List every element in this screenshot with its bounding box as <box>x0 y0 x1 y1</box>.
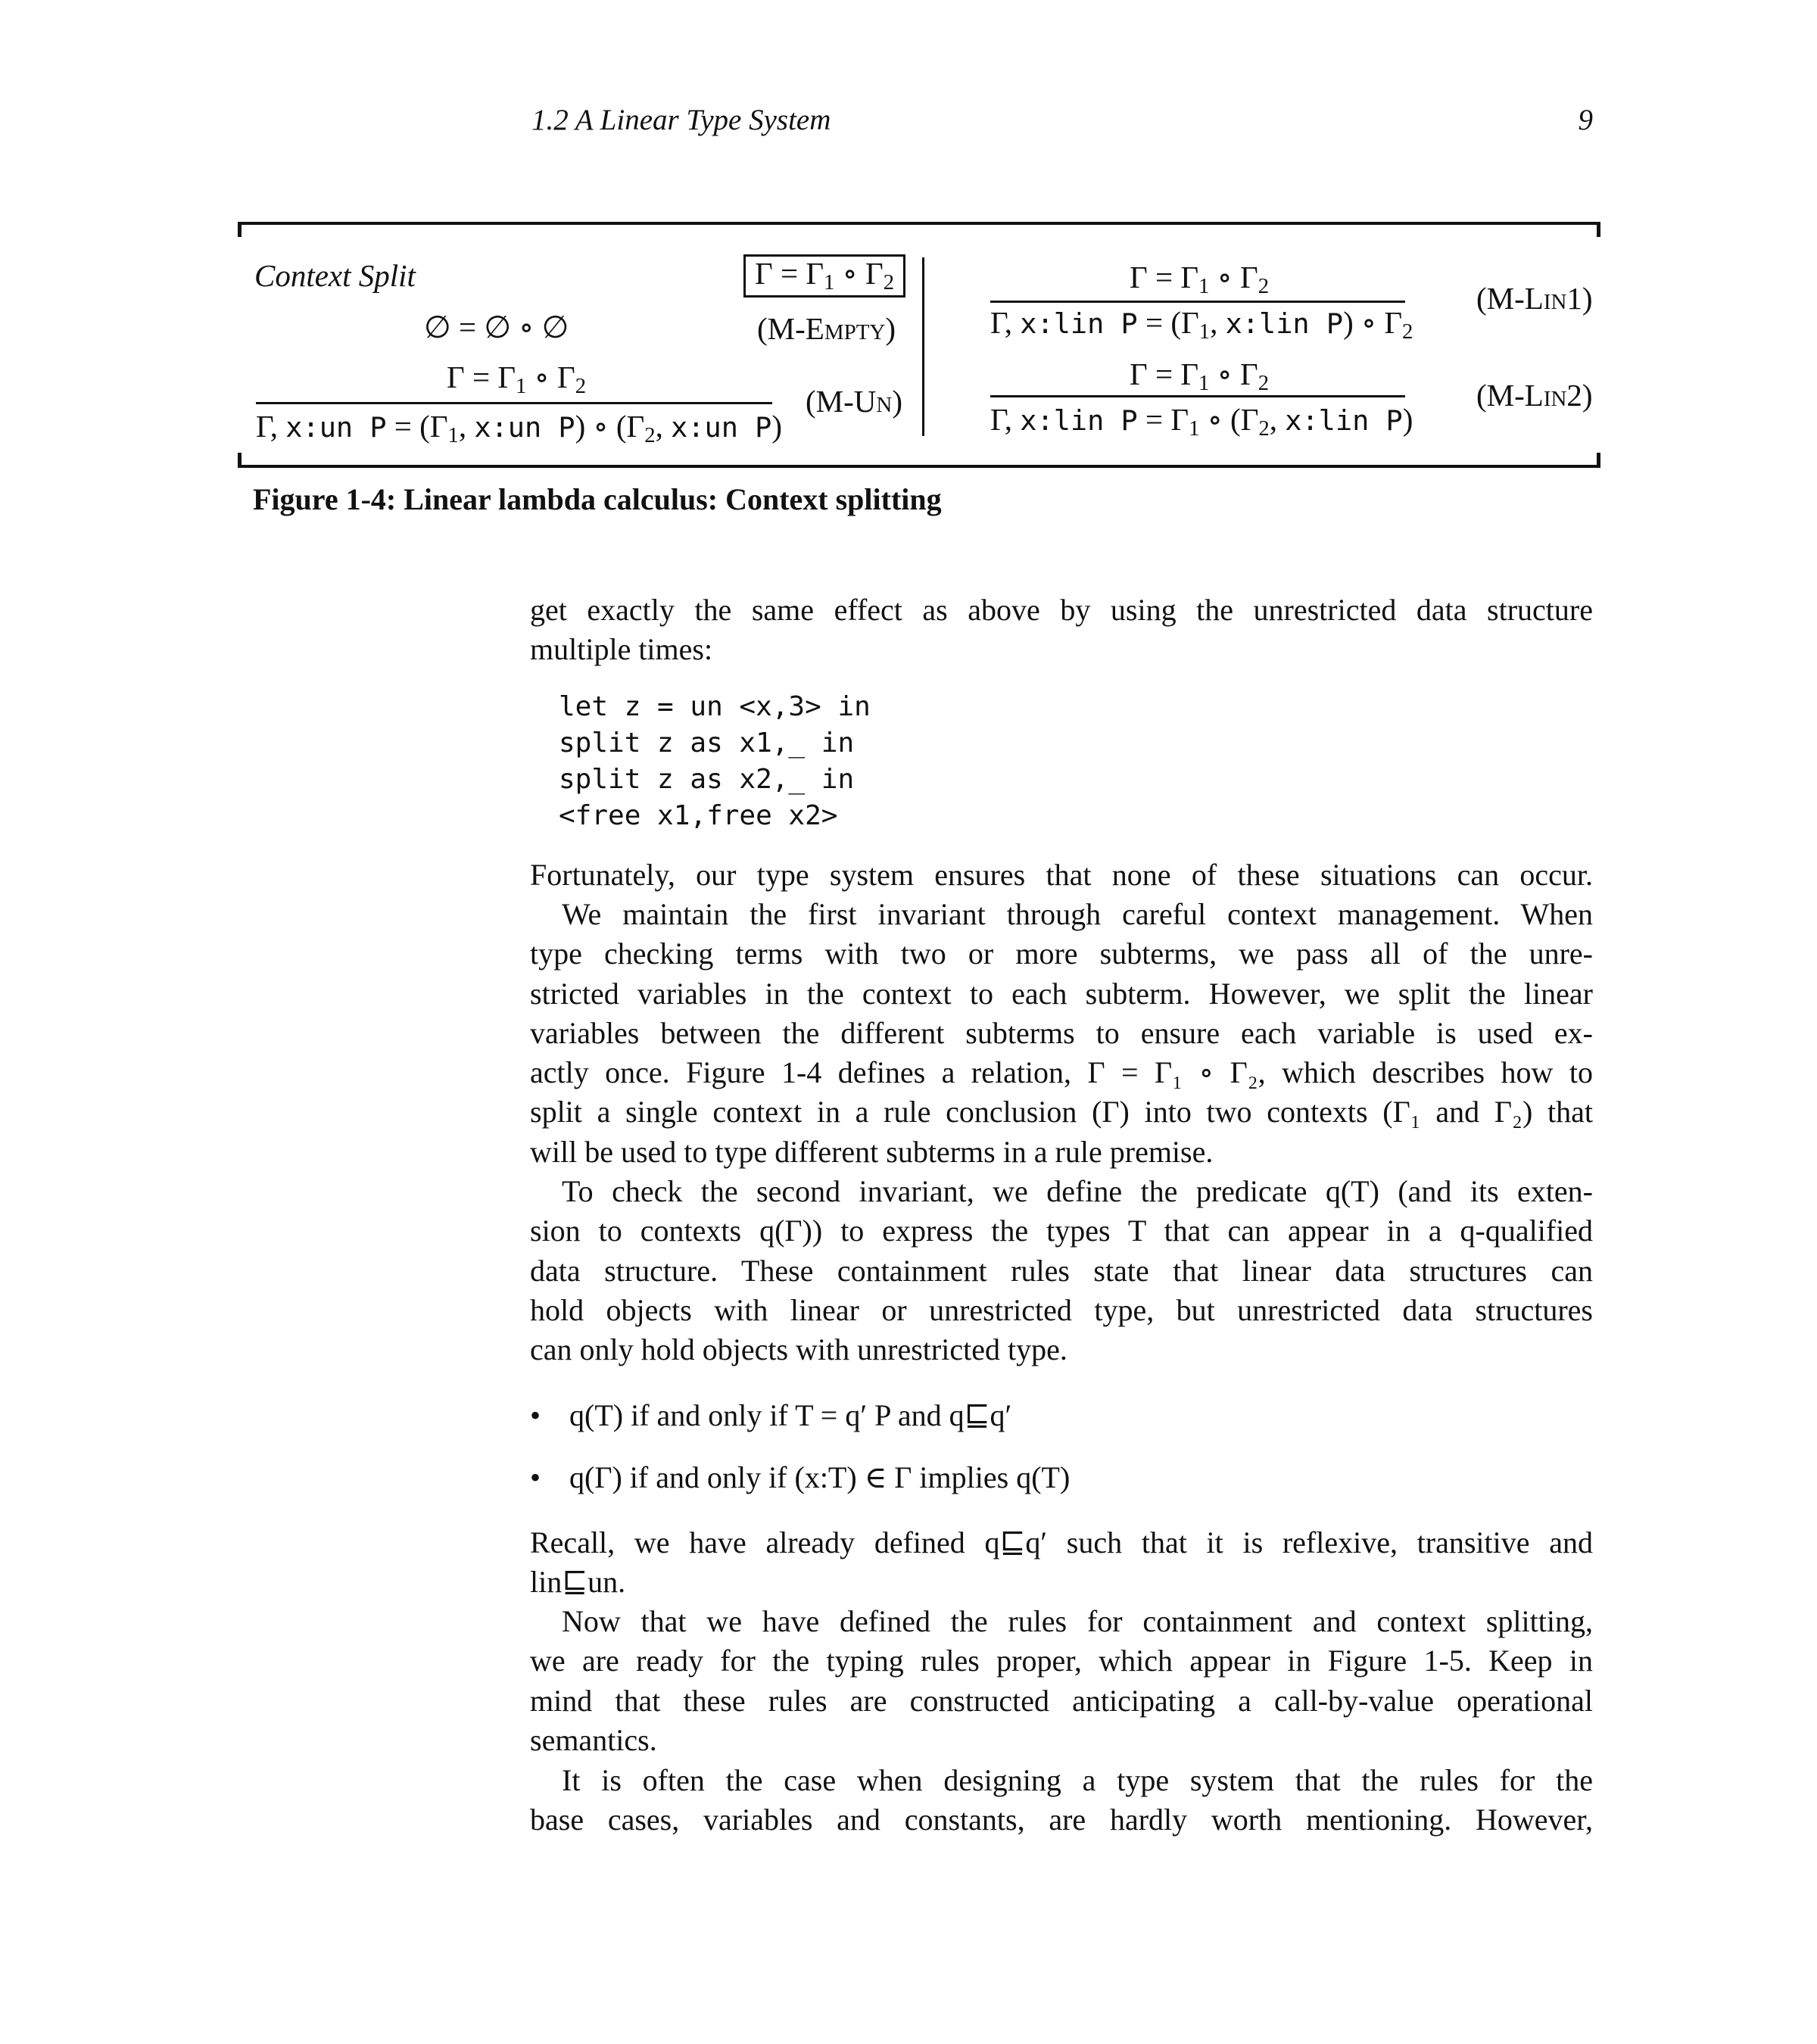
rule-m-lin1-name: (M-Lin1) <box>1476 281 1593 316</box>
page-number: 9 <box>1578 104 1593 136</box>
rule-m-un-bar <box>256 402 772 404</box>
text-line: split a single context in a rule conclusion (Γ) into two contexts (Γ₁ and Γ₂) that <box>530 1095 1593 1129</box>
text-line: multiple times: <box>530 632 713 667</box>
text-line: stricted variables in the context to each subterm. However, we split the linear <box>530 976 1593 1011</box>
code-block <box>559 689 871 834</box>
text-line: hold objects with linear or unrestricted type, but unrestricted data structures <box>530 1292 1593 1327</box>
paragraph-7 <box>530 1761 1593 1840</box>
rule-m-lin2-conclusion: Γ, x:lin $P = \Gamma_1$ ∘ ($\Gamma_2$, x:lin P) <box>990 402 1413 441</box>
rule-m-lin1-premise: $\Gamma = \Gamma_1$ ∘ $\Gamma_2$ <box>1130 260 1270 299</box>
bullet-text: q(Γ) if and only if (x:T) ∈ Γ implies q(T) <box>569 1460 1071 1494</box>
paragraph-6 <box>530 1602 1593 1760</box>
running-header-section: 1.2 A Linear Type System <box>531 104 831 136</box>
code-line: <free x1,free x2> <box>559 800 838 831</box>
text-line: will be used to type different subterms in a rule premise. <box>530 1134 1214 1169</box>
rule-m-lin1-bar <box>990 301 1405 303</box>
figure-bottom-rule <box>238 465 1600 468</box>
rule-m-empty-name: (M-Empty) <box>757 311 896 346</box>
code-line: split z as x1,_ in <box>559 728 855 759</box>
text-line: data structure. These containment rules state that linear data structures can <box>530 1253 1593 1288</box>
text-line: variables between the different subterms to ensure each variable is used ex- <box>530 1015 1593 1050</box>
text-line: semantics. <box>530 1722 657 1757</box>
figure-bottom-right-tick <box>1597 453 1600 468</box>
text-line: Now that we have defined the rules for containment and context splitting, <box>562 1604 1593 1638</box>
text-line: actly once. Figure 1-4 defines a relation, Γ = Γ₁ ∘ Γ₂, which describes how to <box>530 1055 1593 1090</box>
code-line: let z = un <x,3> in <box>559 691 871 722</box>
figure-column-separator <box>922 257 924 436</box>
rule-m-lin2-name: (M-Lin2) <box>1476 378 1593 413</box>
figure-caption: Figure 1-4: Linear lambda calculus: Context splitting <box>253 482 942 516</box>
rule-m-un-name: (M-Un) <box>806 384 902 419</box>
rule-m-un-conclusion: Γ, x:un $P = (\Gamma_1$, x:un P) ∘ ($\Gamma_2$, x:un P) <box>256 409 783 448</box>
text-line: It is often the case when designing a type system that the rules for the <box>562 1763 1593 1797</box>
text-line: Recall, we have already defined q⊑q′ such that it is reflexive, transitive and <box>530 1525 1593 1559</box>
bullet-text: q(T) if and only if T = q′ P and q⊑q′ <box>569 1398 1012 1432</box>
text-line: To check the second invariant, we define the predicate q(T) (and its exten- <box>562 1174 1593 1208</box>
bullet-dot: • <box>530 1460 541 1494</box>
text-line: Fortunately, our type system ensures that none of these situations can occur. <box>530 858 1593 892</box>
rule-m-lin2-bar <box>990 395 1405 397</box>
figure-top-rule <box>238 222 1600 225</box>
figure-top-left-tick <box>238 222 242 237</box>
text-line: type checking terms with two or more subterms, we pass all of the unre- <box>530 936 1593 971</box>
rule-m-lin2-premise: $\Gamma = \Gamma_1$ ∘ $\Gamma_2$ <box>1130 357 1270 396</box>
paragraph-5 <box>530 1523 1593 1603</box>
judgment-box: $\Gamma = \Gamma_1$ ∘ $\Gamma_2$ <box>743 254 905 298</box>
bullet-dot: • <box>530 1398 541 1432</box>
rule-m-un-premise: $\Gamma = \Gamma_1$ ∘ $\Gamma_2$ <box>447 360 587 399</box>
text-line: base cases, variables and constants, are hardly worth mentioning. However, <box>530 1803 1593 1837</box>
code-line: split z as x2,_ in <box>559 764 855 795</box>
text-line: mind that these rules are constructed anticipating a call-by-value operational <box>530 1683 1593 1718</box>
rule-m-empty-conclusion: ∅ = ∅ ∘ ∅ <box>424 310 569 344</box>
paragraph-1 <box>530 590 1593 670</box>
text-line: lin⊑un. <box>530 1565 626 1600</box>
text-line: sion to contexts q(Γ)) to express the types T that can appear in a q-qualified <box>530 1214 1593 1248</box>
text-line: get exactly the same effect as above by using the unrestricted data structure <box>530 593 1593 627</box>
text-line: can only hold objects with unrestricted type. <box>530 1332 1067 1367</box>
figure-top-right-tick <box>1597 222 1600 237</box>
paragraph-2 <box>530 855 1593 895</box>
text-line: we are ready for the typing rules proper, which appear in Figure 1-5. Keep in <box>530 1644 1593 1678</box>
text-line: We maintain the first invariant through careful context management. When <box>562 897 1593 931</box>
paragraph-3 <box>530 895 1593 1172</box>
figure-title: Context Split <box>254 258 416 293</box>
rule-m-lin1-conclusion: Γ, x:lin $P = (\Gamma_1$, x:lin P) ∘ $\Gamma_2$ <box>990 305 1413 344</box>
figure-bottom-left-tick <box>238 453 242 468</box>
paragraph-4 <box>530 1172 1593 1369</box>
